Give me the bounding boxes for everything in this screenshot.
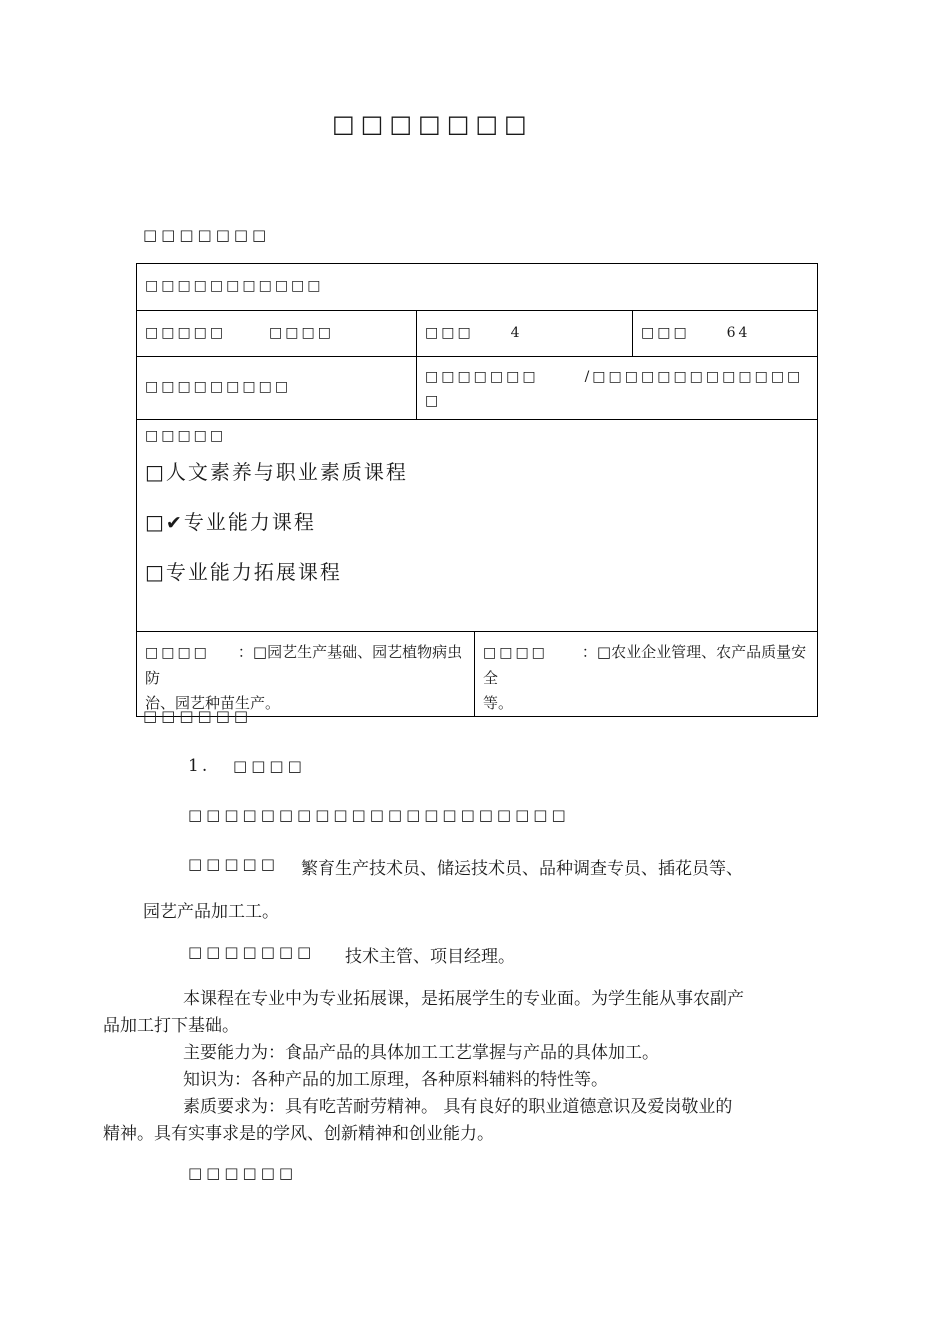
section-heading-objectives: □□□□□□	[188, 1164, 298, 1182]
prerequisite-cell	[137, 632, 475, 717]
checkbox-icon: □	[145, 510, 166, 534]
intro-line: □□□□□□□□□□□□□□□□□□□□□	[188, 806, 570, 824]
item-1-label: □□□□	[233, 757, 306, 775]
first-posts-text-wrap: 园艺产品加工工。	[143, 902, 279, 922]
applicable-major-cell	[137, 357, 417, 420]
development-posts-text: 技术主管、项目经理。	[345, 947, 515, 967]
option-humanities-course: □人文素养与职业素质课程	[145, 460, 408, 484]
section-heading-basic-info: □□□□□□□	[143, 226, 271, 244]
course-name-cell	[137, 264, 818, 311]
option-professional-course: □✔专业能力课程	[145, 510, 316, 534]
course-dept-label: □□□□□□□	[425, 369, 539, 385]
first-posts-label: □□□□□	[188, 855, 279, 873]
course-dept-wrap: □	[425, 393, 442, 409]
credit-cell	[417, 311, 633, 357]
prerequisite-text: ：□园艺生产基础、园艺植物病虫防	[145, 643, 463, 687]
applicable-major-label: □□□□□□□□□	[145, 379, 292, 395]
prerequisite-text-wrap: 治、园艺种苗生产。	[145, 694, 281, 712]
prerequisite-label: □□□□	[145, 645, 210, 661]
description-para-4: 素质要求为：具有吃苦耐劳精神。 具有良好的职业道德意识及爱岗敬业的 精神。具有实事求是的学风、创新精神和创业能力。	[103, 1097, 733, 1144]
description-para-3: 知识为：各种产品的加工原理，各种原料辅料的特性等。	[183, 1070, 608, 1090]
course-category-cell	[137, 420, 818, 632]
course-description	[103, 986, 818, 1148]
development-posts-label: □□□□□□□	[188, 943, 316, 961]
course-name-label: □□□□□□□□□□□	[145, 278, 324, 294]
item-1-heading	[188, 756, 306, 776]
item-1-number: 1.	[188, 756, 211, 776]
course-category-label: □□□□□	[145, 428, 227, 444]
course-code-cell	[137, 311, 417, 357]
document-title: □□□□□□□	[332, 110, 533, 138]
course-dept-value: /□□□□□□□□□□□□□	[584, 369, 804, 385]
section-heading-positioning: □□□□□□	[143, 707, 253, 725]
followup-text: ：□农业企业管理、农产品质量安全	[483, 643, 807, 687]
description-para-1: 本课程在专业中为专业拓展课，是拓展学生的专业面。为学生能从事农副产 品加工打下基础。	[103, 989, 744, 1036]
first-posts-text: 繁育生产技术员、储运技术员、品种调查专员、插花员等、	[301, 859, 743, 879]
followup-cell	[475, 632, 818, 717]
checkmark-icon: ✔	[165, 512, 184, 534]
hours-value: 64	[726, 325, 751, 341]
followup-text-wrap: 等。	[483, 694, 514, 712]
hours-label: □□□	[641, 325, 690, 341]
credit-value: 4	[510, 325, 523, 341]
course-dept-cell	[417, 357, 818, 420]
credit-label: □□□	[425, 325, 474, 341]
course-info-table	[136, 263, 818, 717]
hours-cell	[633, 311, 818, 357]
course-code-label: □□□□□	[145, 325, 227, 341]
description-para-2: 主要能力为：食品产品的具体加工工艺掌握与产品的具体加工。	[183, 1043, 659, 1063]
followup-label: □□□□	[483, 645, 548, 661]
course-code-value: □□□□	[269, 325, 334, 341]
option-extension-course: □专业能力拓展课程	[145, 560, 342, 584]
